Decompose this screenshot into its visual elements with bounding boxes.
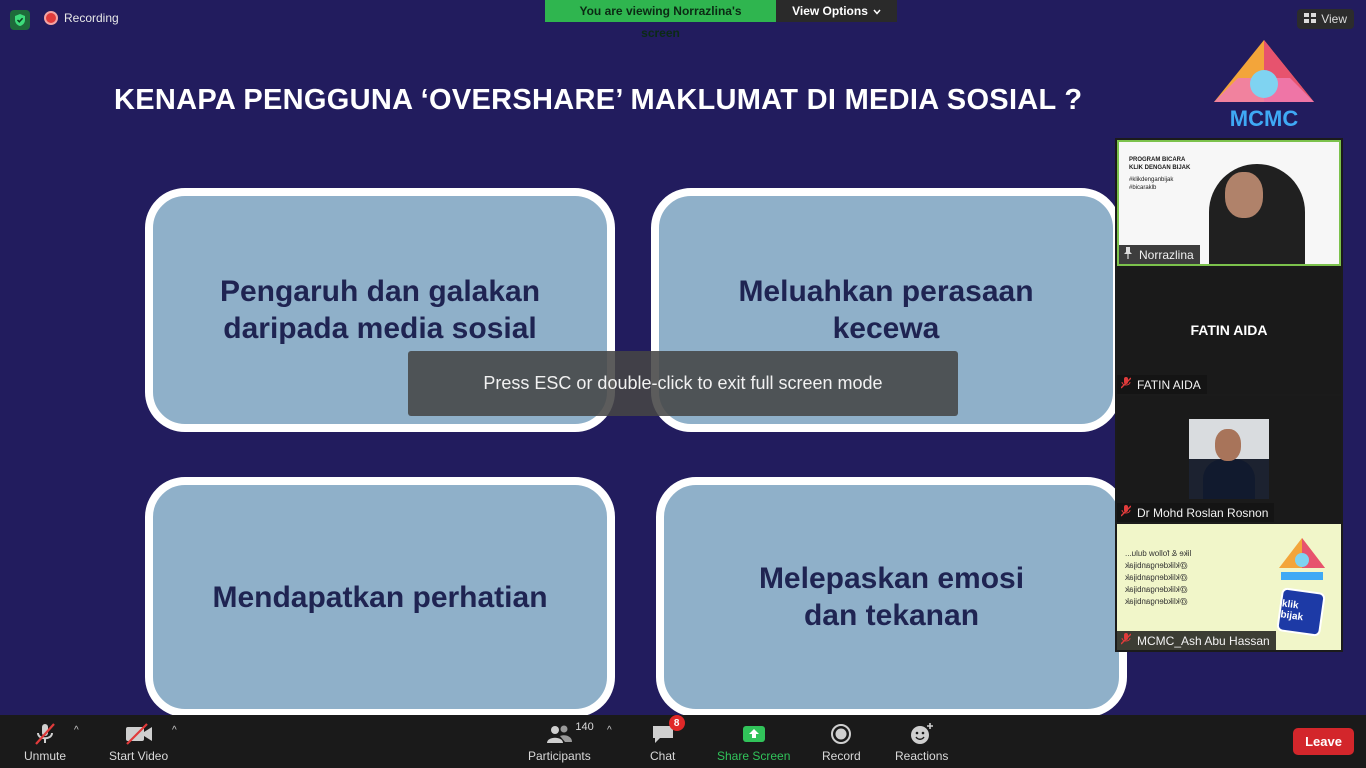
muted-mic-icon xyxy=(1121,505,1131,520)
poster-line: like & follow dulu... xyxy=(1125,549,1192,558)
participant-name-tag xyxy=(1117,375,1207,394)
reactions-smiley-icon xyxy=(910,721,934,747)
unmute-button[interactable] xyxy=(24,721,66,763)
share-screen-label: Share Screen xyxy=(717,749,791,763)
leave-button[interactable]: Leave xyxy=(1293,728,1354,755)
view-options-button[interactable] xyxy=(776,0,897,22)
screen-share-banner xyxy=(545,0,897,40)
poster-line: @klikdenganbijak xyxy=(1125,573,1188,582)
record-button[interactable] xyxy=(822,721,861,763)
reason-card-3 xyxy=(145,477,615,715)
participants-count: 140 xyxy=(575,721,594,733)
share-screen-icon xyxy=(742,721,766,747)
reason-card-text: Meluahkan perasaan kecewa xyxy=(738,275,1034,345)
start-video-label: Start Video xyxy=(109,749,169,763)
muted-mic-icon xyxy=(1121,377,1131,392)
record-icon xyxy=(830,721,852,747)
chat-icon xyxy=(651,717,680,747)
muted-mic-icon xyxy=(33,721,57,747)
participants-icon xyxy=(529,721,594,747)
participant-video-face xyxy=(1225,172,1263,218)
recording-label: Recording xyxy=(64,11,119,25)
participants-label: Participants xyxy=(528,749,591,763)
participant-name-tag xyxy=(1119,245,1200,264)
reactions-label: Reactions xyxy=(895,749,949,763)
participant-name: MCMC_Ash Abu Hassan xyxy=(1137,633,1270,648)
chat-label: Chat xyxy=(650,749,676,763)
audio-options-caret-icon[interactable]: ^ xyxy=(74,725,79,736)
recording-indicator[interactable] xyxy=(44,11,119,25)
record-label: Record xyxy=(822,749,861,763)
reason-card-text: Mendapatkan perhatian xyxy=(212,580,548,614)
mcmc-logo xyxy=(1208,38,1320,130)
chat-button[interactable] xyxy=(650,717,680,763)
participant-name: Norrazlina xyxy=(1139,247,1194,262)
unmute-label: Unmute xyxy=(24,749,67,763)
poster-line: @klikdenganbijak xyxy=(1125,597,1188,606)
grid-view-icon xyxy=(1304,12,1316,26)
pin-icon xyxy=(1123,247,1133,262)
klik-bijak-badge: klik bijak xyxy=(1276,587,1326,637)
reason-card-4 xyxy=(656,477,1127,715)
participants-options-caret-icon[interactable]: ^ xyxy=(607,725,612,736)
mirrored-background-poster xyxy=(1125,548,1245,608)
slide-title: KENAPA PENGGUNA ‘OVERSHARE’ MAKLUMAT DI MEDIA SOSIAL ? xyxy=(114,84,1083,116)
poster-line: #klikdenganbijak xyxy=(1129,177,1174,183)
participant-name: FATIN AIDA xyxy=(1137,377,1201,392)
muted-mic-icon xyxy=(1121,633,1131,648)
recording-dot-icon xyxy=(44,11,58,25)
participant-video xyxy=(1189,419,1269,499)
participant-tile-mcmc-ash-abu-hassan[interactable] xyxy=(1117,524,1341,650)
share-screen-button[interactable] xyxy=(717,721,790,763)
view-button-label: View xyxy=(1321,12,1347,26)
participant-name: Dr Mohd Roslan Rosnon xyxy=(1137,505,1269,520)
participants-video-panel xyxy=(1115,138,1343,652)
meeting-toolbar xyxy=(0,715,1366,768)
mcmc-logo-text: MCMC xyxy=(1229,106,1299,130)
fullscreen-exit-toast: Press ESC or double-click to exit full screen mode xyxy=(408,351,958,416)
start-video-button[interactable] xyxy=(109,721,168,763)
chevron-down-icon xyxy=(873,0,881,22)
participants-button[interactable] xyxy=(528,721,594,763)
participant-name-tag xyxy=(1117,503,1274,522)
reason-card-text: Pengaruh dan galakan daripada media sosial xyxy=(219,275,541,345)
poster-line: PROGRAM BICARA xyxy=(1129,157,1186,163)
background-poster xyxy=(1129,156,1190,192)
security-shield-icon[interactable] xyxy=(10,10,30,30)
chat-unread-badge: 8 xyxy=(669,715,685,731)
participant-display-name: FATIN AIDA xyxy=(1190,322,1268,338)
video-options-caret-icon[interactable]: ^ xyxy=(172,725,177,736)
poster-line: KLIK DENGAN BIJAK xyxy=(1129,165,1191,171)
viewing-banner-text: You are viewing Norrazlina's screen xyxy=(545,0,776,22)
reactions-button[interactable] xyxy=(895,721,948,763)
poster-line: @klikdenganbijak xyxy=(1125,585,1188,594)
view-options-label: View Options xyxy=(792,4,868,18)
video-off-icon xyxy=(125,721,153,747)
poster-line: #bicaraklb xyxy=(1129,185,1157,191)
reason-card-text: Melepaskan emosi dan tekanan xyxy=(758,562,1025,632)
poster-line: @klikdenganbijak xyxy=(1125,561,1188,570)
view-button[interactable] xyxy=(1297,9,1354,29)
participant-tile-norrazlina[interactable] xyxy=(1117,140,1341,266)
mcmc-logo-mirrored xyxy=(1275,536,1329,584)
participant-name-tag xyxy=(1117,631,1276,650)
participant-tile-dr-mohd-roslan-rosnon[interactable] xyxy=(1117,396,1341,522)
participant-tile-fatin-aida[interactable] xyxy=(1117,268,1341,394)
